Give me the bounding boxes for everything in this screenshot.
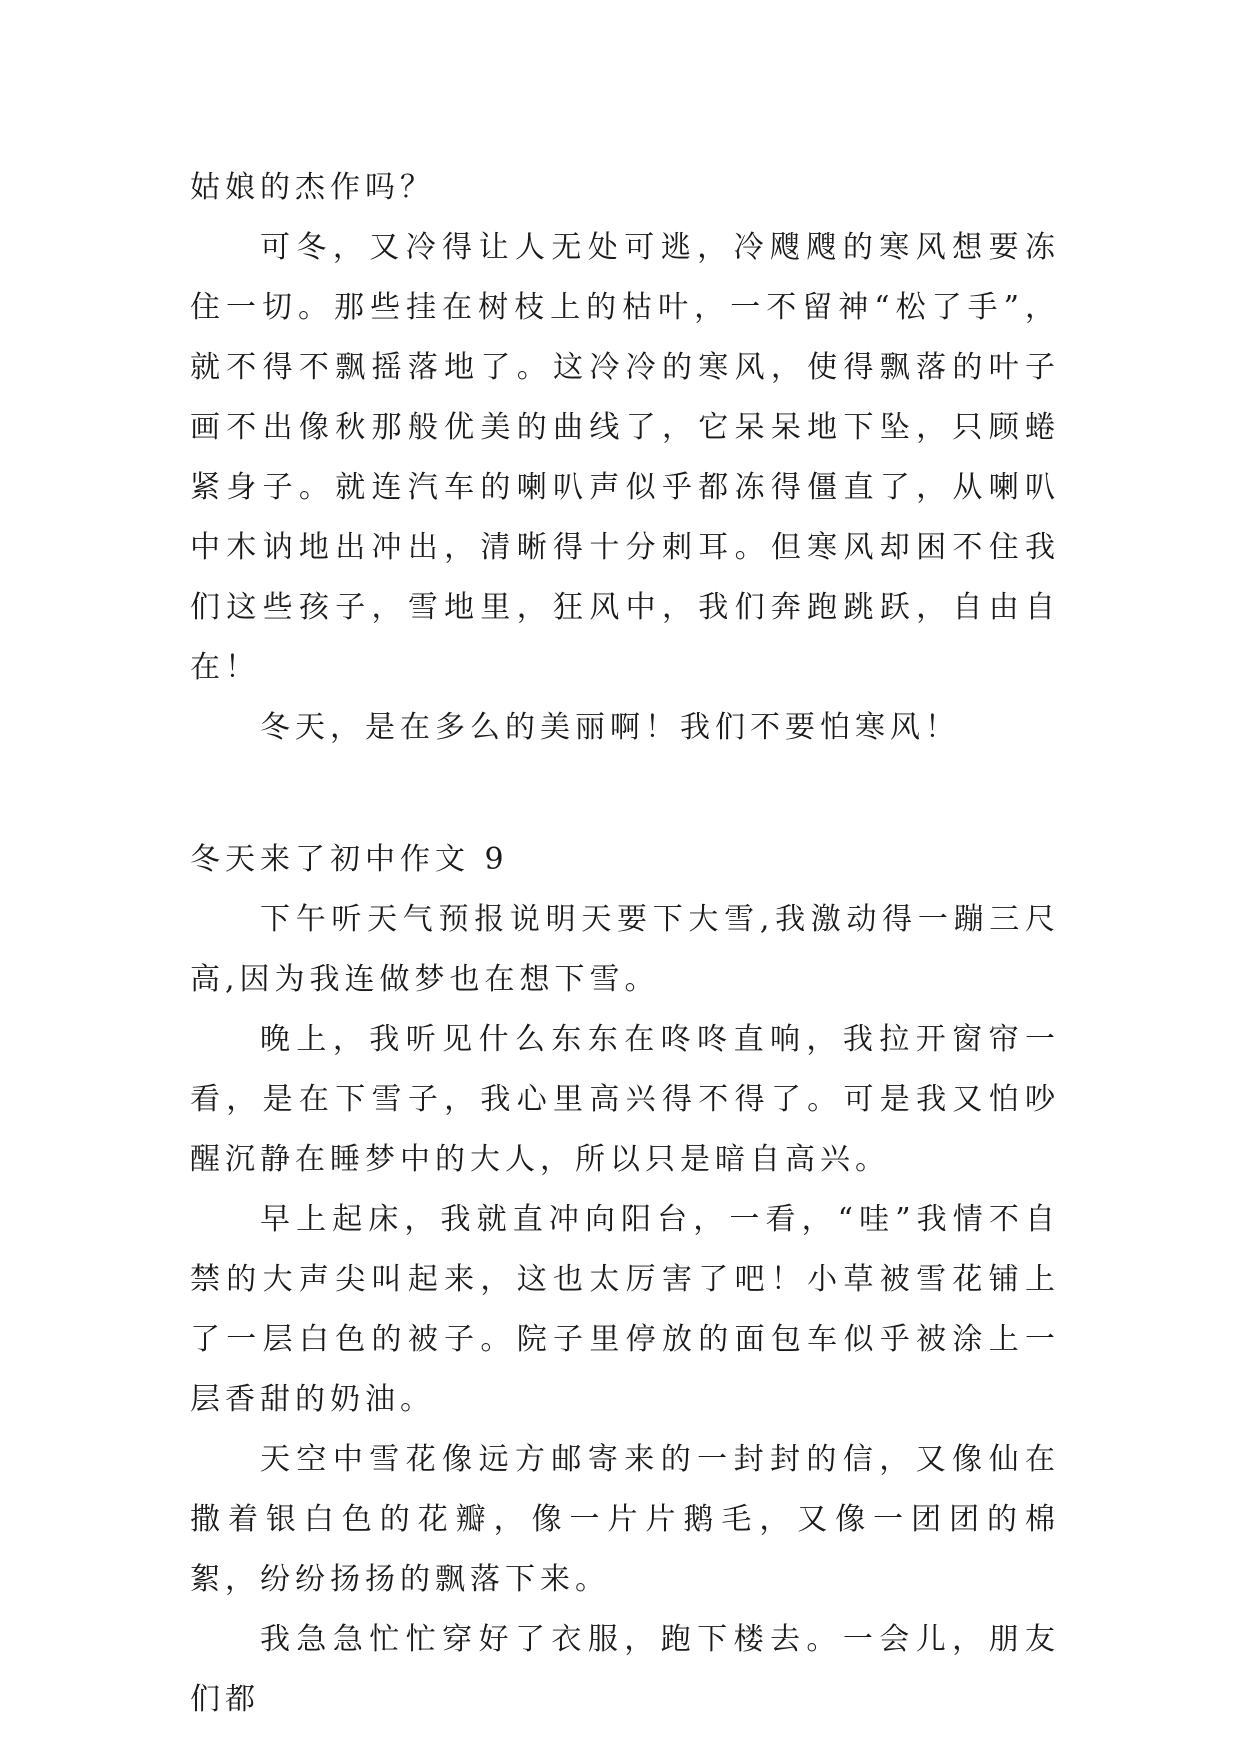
- paragraph-morning: 早上起床，我就直冲向阳台，一看，“哇”我情不自禁的大声尖叫起来，这也太厉害了吧！小草被雪花铺上了一层白色的被子。院子里停放的面包车似乎被涂上一层香甜的奶油。: [190, 1202, 1060, 1417]
- paragraph-weather-forecast: 下午听天气预报说明天要下大雪,我激动得一蹦三尺高,因为我连做梦也在想下雪。: [190, 902, 1060, 997]
- paragraph-snowflakes: 天空中雪花像远方邮寄来的一封封的信，又像仙在撒着银白色的花瓣，像一片片鹅毛，又像一团团的棉絮，纷纷扬扬的飘落下来。: [190, 1442, 1060, 1597]
- paragraph-winter-cold: 可冬，又冷得让人无处可逃，冷飕飕的寒风想要冻住一切。那些挂在树枝上的枯叶，一不留神“松了手”，就不得不飘摇落地了。这冷冷的寒风，使得飘落的叶子画不出像秋那般优美的曲线了，它呆呆地下坠，只顾蜷紧身子。就连汽车的喇叭声似乎都冻得僵直了，从喇叭中木讷地出冲出，清晰得十分刺耳。但寒风却困不住我们这些孩子，雪地里，狂风中，我们奔跑跳跃，自由自在！: [190, 230, 1060, 685]
- paragraph-going-downstairs: 我急急忙忙穿好了衣服，跑下楼去。一会儿，朋友们都: [190, 1622, 1060, 1717]
- paragraph-evening: 晚上，我听见什么东东在咚咚直响，我拉开窗帘一看，是在下雪子，我心里高兴得不得了。可是我又怕吵醒沉静在睡梦中的大人，所以只是暗自高兴。: [190, 1022, 1060, 1177]
- document-page: [190, 158, 1060, 1730]
- paragraph-winter-beautiful: 冬天，是在多么的美丽啊！我们不要怕寒风！: [260, 710, 960, 745]
- essay-title: 冬天来了初中作文 9: [190, 842, 509, 877]
- paragraph-continuation: 姑娘的杰作吗？: [190, 170, 435, 205]
